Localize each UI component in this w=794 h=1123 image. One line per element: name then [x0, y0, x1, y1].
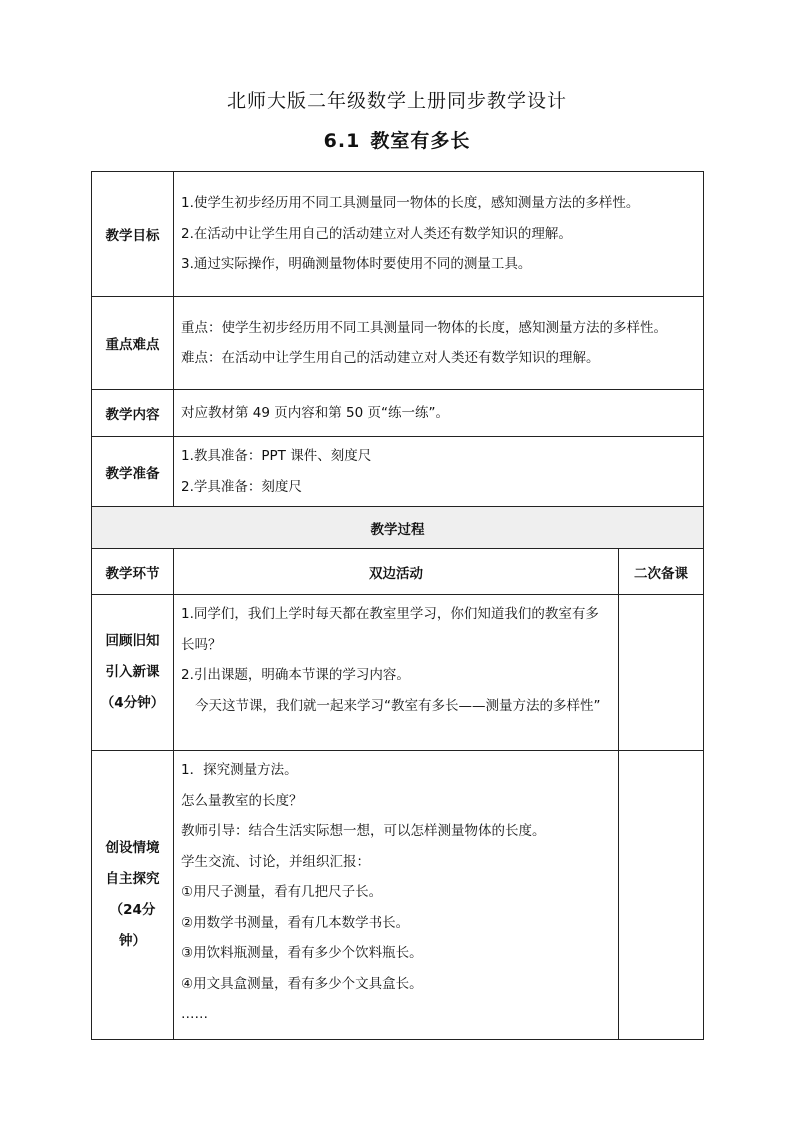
stage-row [92, 751, 704, 1040]
activity-line: ④用文具盒测量，看有多少个文具盒长。 [181, 975, 423, 992]
objective-item: 3.通过实际操作，明确测量物体时要使用不同的测量工具。 [181, 256, 532, 273]
activity-line: 教师引导：结合生活实际想一想，可以怎样测量物体的长度。 [181, 823, 546, 839]
content-text: 对应教材第 49 页内容和第 50 页“练一练”。 [174, 390, 704, 437]
notes-header: 二次备课 [619, 549, 704, 595]
activity-line: 1.同学们，我们上学时每天都在教室里学习，你们知道我们的教室有多长吗？ [181, 606, 599, 653]
stage-header: 教学环节 [92, 549, 174, 595]
activity-line: 学生交流、讨论，并组织汇报： [181, 853, 370, 870]
activity-line: …… [181, 1006, 208, 1022]
process-header-row [92, 549, 704, 595]
preparation-label: 教学准备 [92, 437, 174, 507]
stage-label-line: 引入新课 [105, 664, 160, 680]
stage-label-line: 钟） [119, 933, 146, 949]
stage-notes [619, 595, 704, 751]
objectives-row [92, 172, 704, 297]
key-points-label: 重点难点 [92, 297, 174, 390]
stage-label-line: （4分钟） [100, 695, 165, 711]
activity-line: ②用数学书测量，看有几本数学书长。 [181, 914, 410, 931]
stage-activity [174, 751, 619, 1040]
activity-line: 1．探究测量方法。 [181, 762, 298, 778]
preparation-row [92, 437, 704, 507]
stage-label-line: （24分 [109, 902, 156, 918]
activity-header: 双边活动 [174, 549, 619, 595]
activity-line: 怎么量教室的长度？ [181, 792, 303, 809]
activity-line: 2.引出课题，明确本节课的学习内容。 [181, 667, 410, 683]
stage-notes [619, 751, 704, 1040]
lesson-plan-table [91, 171, 704, 1040]
stage-label-line: 回顾旧知 [105, 633, 160, 649]
lesson-name: 教室有多长 [370, 130, 471, 152]
stage-label-line: 创设情境 [105, 840, 160, 856]
activity-line: ③用饮料瓶测量，看有多少个饮料瓶长。 [181, 945, 423, 961]
lesson-number: 6.1 [323, 130, 361, 152]
stage-label [92, 751, 174, 1040]
content-row [92, 390, 704, 437]
stage-label [92, 595, 174, 751]
stage-label-line: 自主探究 [105, 871, 160, 887]
process-title: 教学过程 [92, 507, 704, 549]
key-points-row [92, 297, 704, 390]
preparation-content [174, 437, 704, 507]
preparation-item: 2.学具准备：刻度尺 [181, 478, 302, 495]
key-points-content [174, 297, 704, 390]
stage-row [92, 595, 704, 751]
preparation-item: 1.教具准备：PPT 课件、刻度尺 [181, 448, 372, 464]
objectives-content [174, 172, 704, 297]
objectives-label: 教学目标 [92, 172, 174, 297]
process-title-row [92, 507, 704, 549]
document-title: 北师大版二年级数学上册同步教学设计 [226, 90, 567, 112]
objective-item: 2.在活动中让学生用自己的活动建立对人类还有数学知识的理解。 [181, 225, 572, 242]
lesson-title [0, 126, 794, 153]
objective-item: 1.使学生初步经历用不同工具测量同一物体的长度，感知测量方法的多样性。 [181, 195, 640, 212]
key-point-item: 重点：使学生初步经历用不同工具测量同一物体的长度，感知测量方法的多样性。 [181, 319, 667, 336]
stage-activity [174, 595, 619, 751]
activity-line: 今天这节课，我们就一起来学习“教室有多长——测量方法的多样性” [195, 697, 601, 714]
activity-line: ①用尺子测量，看有几把尺子长。 [181, 884, 383, 900]
content-label: 教学内容 [92, 390, 174, 437]
key-point-item: 难点：在活动中让学生用自己的活动建立对人类还有数学知识的理解。 [181, 350, 600, 366]
